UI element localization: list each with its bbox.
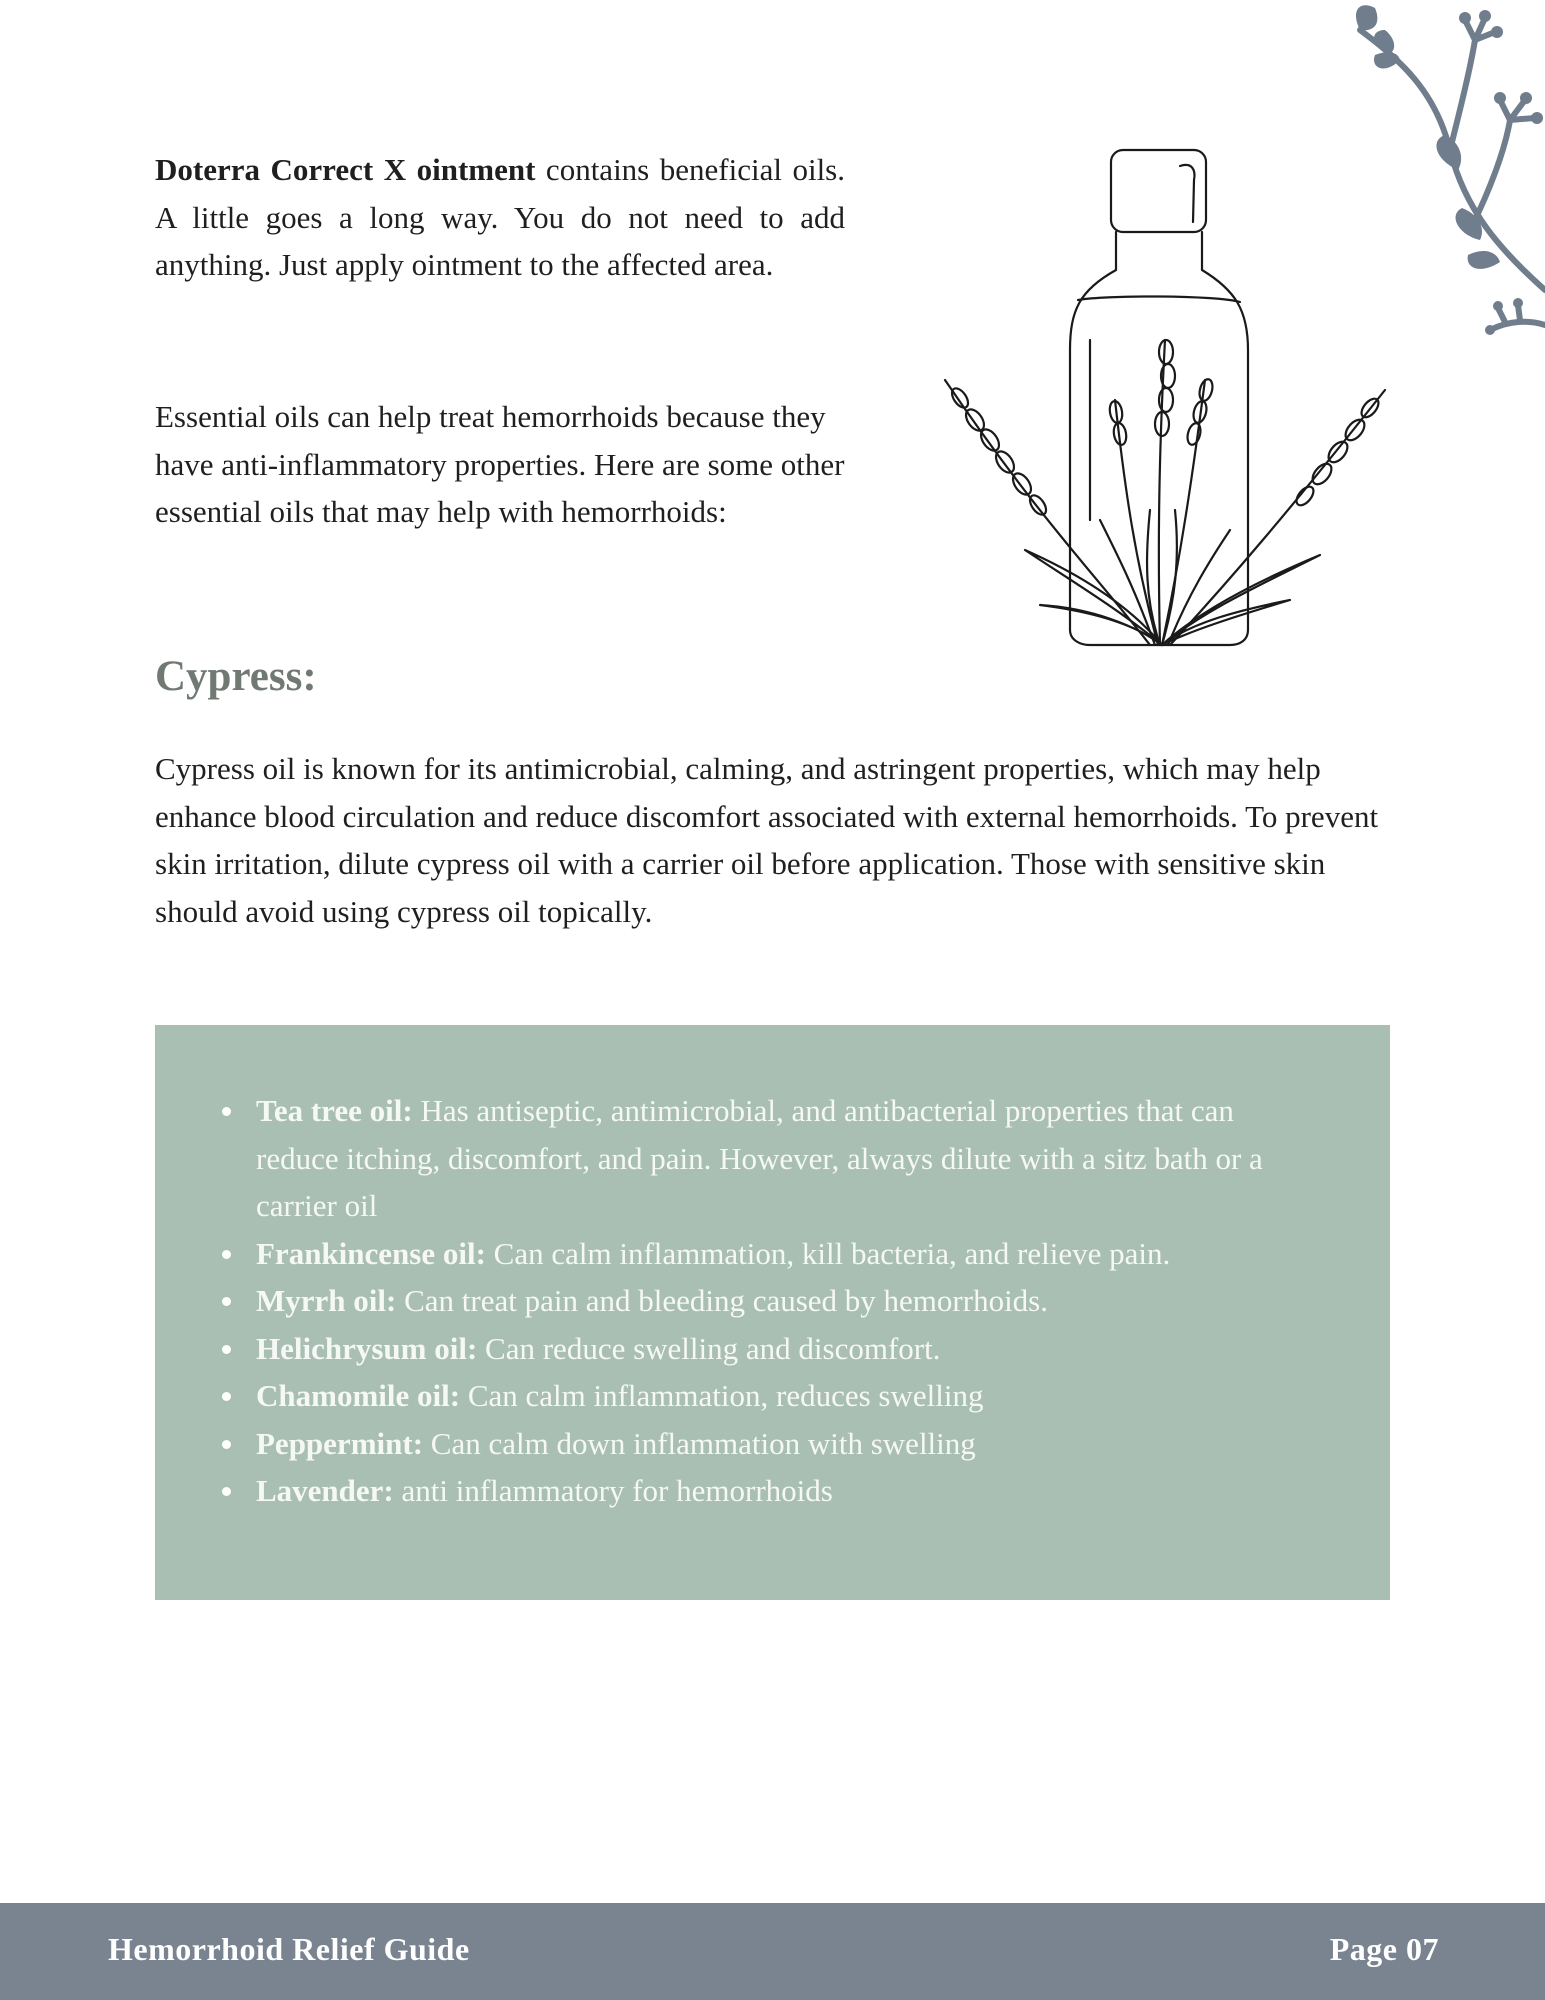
oil-list: [256, 1087, 1316, 1515]
cypress-heading: Cypress:: [155, 653, 317, 700]
oil-description: anti inflammatory for hemorrhoids: [393, 1473, 833, 1508]
essential-oils-intro: Essential oils can help treat hemorrhoids because they have anti-inflammatory properties. Here are some other essential oils that may help with hemorrhoids:: [155, 399, 845, 529]
oil-name: Lavender:: [256, 1473, 394, 1508]
oil-description: Has antiseptic, antimicrobial, and antibacterial properties that can reduce itching, discomfort, and pain. However, always dilute with a sitz bath or a carrier oil: [256, 1093, 1263, 1223]
oil-name: Tea tree oil:: [256, 1093, 413, 1128]
bullet-icon: [222, 1440, 231, 1449]
intro-paragraph-text: contains beneficial oils. A little goes a long way. You do not need to add anything. Just apply ointment to the affected area.: [155, 152, 845, 282]
oil-name: Myrrh oil:: [256, 1283, 397, 1318]
bullet-icon: [222, 1487, 231, 1496]
oil-description: Can calm inflammation, kill bacteria, and relieve pain.: [485, 1235, 1171, 1271]
list-item: [256, 1372, 1316, 1420]
bullet-icon: [222, 1107, 231, 1116]
product-name: Doterra Correct X ointment: [155, 152, 536, 187]
oil-name: Helichrysum oil:: [256, 1330, 478, 1366]
bullet-icon: [222, 1250, 231, 1259]
footer-title: Hemorrhoid Relief Guide: [108, 1931, 470, 1967]
bullet-icon: [222, 1392, 231, 1401]
cypress-description: Cypress oil is known for its antimicrobial, calming, and astringent properties, which may help enhance blood circulation and reduce discomfort associated with external hemorrhoids. To prevent skin irritation, dilute cypress oil with a carrier oil before application. Those with sensitive skin should avoid using cypress oil topically.: [155, 751, 1379, 929]
list-item: [256, 1277, 1316, 1325]
oil-name: Chamomile oil:: [256, 1378, 461, 1413]
oil-description: Can calm down inflammation with swelling: [423, 1425, 976, 1461]
bullet-icon: [222, 1297, 231, 1306]
oil-name: Frankincense oil:: [256, 1235, 486, 1271]
lavender-bottle-icon: [930, 140, 1400, 660]
bullet-icon: [222, 1345, 231, 1354]
list-item: [256, 1467, 1316, 1515]
oil-description: Can reduce swelling and discomfort.: [477, 1330, 941, 1366]
oil-list-box: [155, 1025, 1390, 1600]
list-item: [256, 1087, 1316, 1230]
intro-paragraph: [155, 146, 845, 289]
oil-name: Peppermint:: [256, 1425, 424, 1461]
list-item: [256, 1325, 1316, 1373]
oil-description: Can calm inflammation, reduces swelling: [460, 1378, 984, 1413]
page-footer: [0, 1903, 1545, 2000]
list-item: [256, 1420, 1316, 1468]
list-item: [256, 1230, 1316, 1278]
oil-description: Can treat pain and bleeding caused by hemorrhoids.: [396, 1283, 1048, 1318]
page-number: Page 07: [1329, 1931, 1439, 1967]
